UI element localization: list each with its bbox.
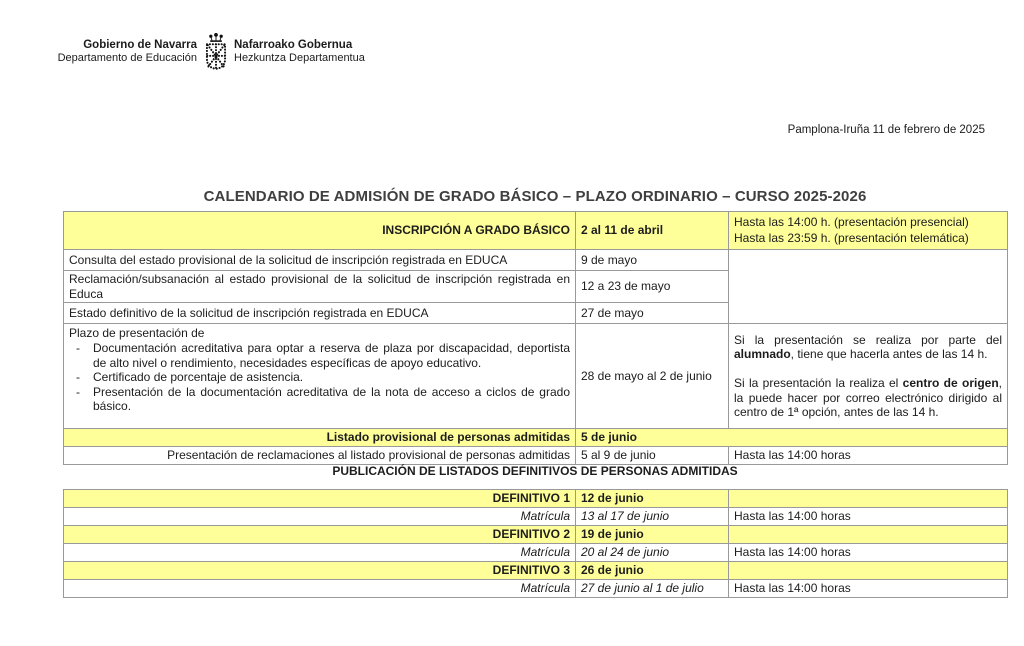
note-text: , la puede hacer por correo electrónico dirigido al centro de 1ª opción, antes de las 14 h. <box>734 375 1002 420</box>
row-date: 9 de mayo <box>576 250 729 271</box>
table-row-listado-provisional <box>64 429 1008 447</box>
row-label: Reclamación/subsanación al estado provisional de la solicitud de inscripción registrada en Educa <box>64 271 576 303</box>
note-text: Si la presentación se realiza por parte del <box>734 332 1002 347</box>
org-name-basque <box>234 39 365 66</box>
org-name-spanish <box>45 39 197 66</box>
calendar-table-ordinary <box>63 211 1008 465</box>
note-text-bold: centro de origen <box>902 375 999 390</box>
row-label: Estado definitivo de la solicitud de inscripción registrada en EDUCA <box>64 303 576 324</box>
org-eu-line1: Nafarroako Gobernua <box>234 38 353 51</box>
org-header <box>45 33 365 71</box>
table-row-plazo-presentacion <box>64 324 1008 429</box>
row-label: Matrícula <box>64 580 576 598</box>
row-note <box>729 490 1008 508</box>
row-label: INSCRIPCIÓN A GRADO BÁSICO <box>64 212 576 250</box>
row-note <box>729 562 1008 580</box>
row-label: DEFINITIVO 1 <box>64 490 576 508</box>
empty-cell <box>729 250 1008 324</box>
row-label: Matrícula <box>64 544 576 562</box>
row-date: 13 al 17 de junio <box>576 508 729 526</box>
row-label: DEFINITIVO 2 <box>64 526 576 544</box>
row-date: 19 de junio <box>576 526 729 544</box>
note-line-presencial: Hasta las 14:00 h. (presentación presencial) <box>734 214 969 229</box>
calendar-table-definitivos <box>63 489 1008 598</box>
place-date-line: Pamplona-Iruña 11 de febrero de 2025 <box>787 124 985 136</box>
navarra-coat-of-arms-icon <box>203 33 229 71</box>
bullet-dash: - <box>76 370 80 385</box>
table-row-inscripcion <box>64 212 1008 250</box>
bullet-dash: - <box>76 340 80 355</box>
list-item <box>69 385 570 414</box>
row-date: 20 al 24 de junio <box>576 544 729 562</box>
row-date: 12 a 23 de mayo <box>576 271 729 303</box>
table-row-matricula-3 <box>64 580 1008 598</box>
note-text: Si la presentación la realiza el <box>734 375 903 390</box>
row-note: Hasta las 14:00 horas <box>729 544 1008 562</box>
note-paragraph-centro-origen <box>734 376 1002 420</box>
row-label: Listado provisional de personas admitidas <box>64 429 576 447</box>
org-es-line2: Departamento de Educación <box>57 52 197 65</box>
section-heading-definitivos: PUBLICACIÓN DE LISTADOS DEFINITIVOS DE PERSONAS ADMITIDAS <box>332 464 738 478</box>
bullet-dash: - <box>76 384 80 399</box>
row-label: DEFINITIVO 3 <box>64 562 576 580</box>
table-row-consulta-provisional <box>64 250 1008 271</box>
row-date: 2 al 11 de abril <box>576 212 729 250</box>
bullet-text: Certificado de porcentaje de asistencia. <box>93 370 304 385</box>
table-row-definitivo-1 <box>64 490 1008 508</box>
list-item <box>69 370 570 385</box>
table-row-definitivo-2 <box>64 526 1008 544</box>
row-note: Hasta las 14:00 horas <box>729 446 1008 464</box>
row-date: 28 de mayo al 2 de junio <box>576 324 729 429</box>
org-es-line1: Gobierno de Navarra <box>83 38 197 51</box>
note-text: , tiene que hacerla antes de las 14 h. <box>790 347 988 362</box>
note-paragraph-alumnado <box>734 333 1002 362</box>
table-row-reclamaciones-listado <box>64 446 1008 464</box>
row-date: 27 de mayo <box>576 303 729 324</box>
row-date: 12 de junio <box>576 490 729 508</box>
plazo-documentos-cell <box>64 324 576 429</box>
org-eu-line2: Hezkuntza Departamentua <box>234 52 365 65</box>
plazo-intro: Plazo de presentación de <box>69 326 205 341</box>
note-text-bold: alumnado <box>734 347 791 362</box>
bullet-text: Documentación acreditativa para optar a reserva de plaza por discapacidad, deportista de alto nivel o rendimiento, necesidades específicas de apoyo educativo. <box>93 340 570 370</box>
row-date: 5 al 9 de junio <box>576 446 729 464</box>
row-date: 27 de junio al 1 de julio <box>576 580 729 598</box>
row-note: Hasta las 14:00 horas <box>729 580 1008 598</box>
note-line-telematica: Hasta las 23:59 h. (presentación telemática) <box>734 230 969 245</box>
table-row-definitivo-3 <box>64 562 1008 580</box>
row-note <box>729 526 1008 544</box>
row-date: 5 de junio <box>576 429 1008 447</box>
table-row-matricula-2 <box>64 544 1008 562</box>
bullet-text: Presentación de la documentación acreditativa de la nota de acceso a ciclos de grado básico. <box>93 384 570 414</box>
row-label: Presentación de reclamaciones al listado provisional de personas admitidas <box>64 446 576 464</box>
list-item <box>69 341 570 370</box>
table-row-matricula-1 <box>64 508 1008 526</box>
row-note: Hasta las 14:00 horas <box>729 508 1008 526</box>
page-title: CALENDARIO DE ADMISIÓN DE GRADO BÁSICO – PLAZO ORDINARIO – CURSO 2025-2026 <box>203 188 867 205</box>
row-label: Matrícula <box>64 508 576 526</box>
row-note <box>729 212 1008 250</box>
row-label: Consulta del estado provisional de la solicitud de inscripción registrada en EDUCA <box>64 250 576 271</box>
presentation-rules-cell <box>729 324 1008 429</box>
row-date: 26 de junio <box>576 562 729 580</box>
